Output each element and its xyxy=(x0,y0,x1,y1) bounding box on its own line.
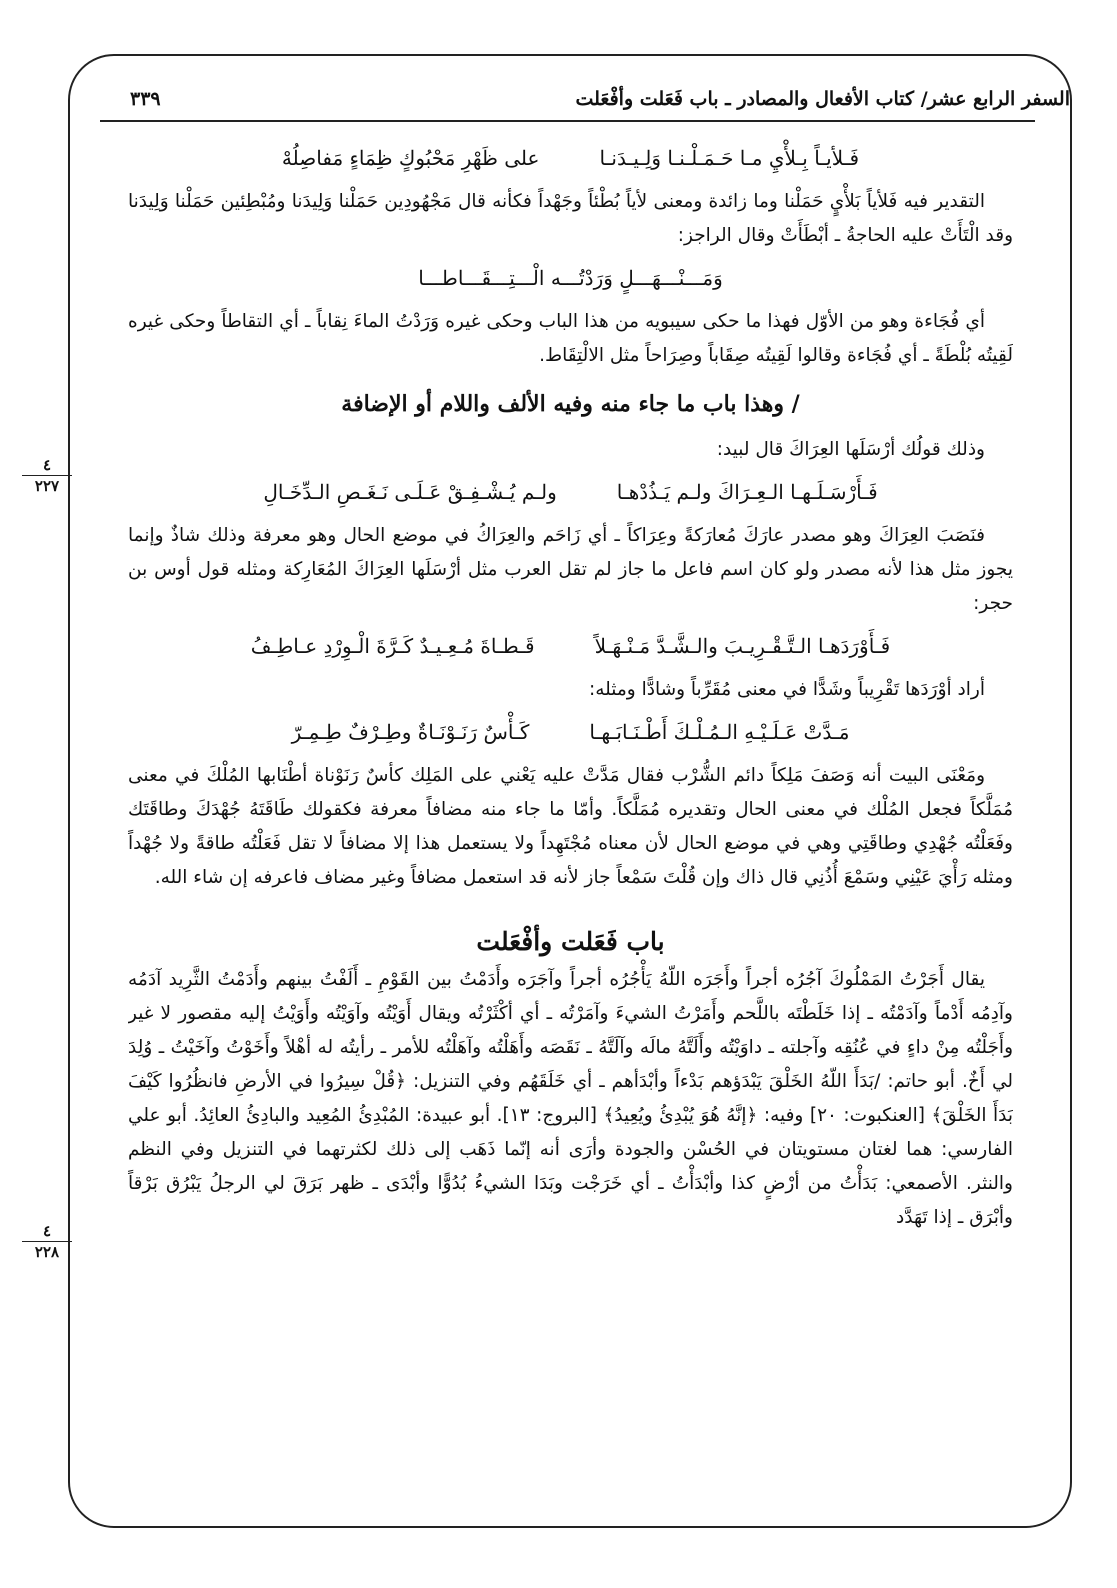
margin-reference-page: ٢٢٧ xyxy=(34,477,60,495)
paragraph-3: وذلك قولُك أرْسَلَها العِرَاكَ قال لبيد: xyxy=(716,439,985,460)
page-header xyxy=(130,84,1070,114)
paragraph-1: التقدير فيه فَلأياً بَلأْيٍ حَمَلْنا وما زائدة ومعنى لأياً بُطْئاً وجَهْداً فكأنه قال مَجْهُودِين حَمَلْنا وَلِيدَنا ومُبْطِئين حَمَلْنا وَلِيدَنا وقد الْتَأَتْ عليه الحاجةُ ـ أبْطَأَتْ وقال الراجز: xyxy=(128,191,1013,246)
verse-hemistich-left: على ظَهْرِ مَحْبُوكٍ ظِمَاءٍ مَفاصِلُهْ xyxy=(281,146,540,170)
margin-reference-volume: ٤ xyxy=(22,1222,72,1242)
verse-hemistich-right: مَـدَّتْ عَـلَـيْـهِ الـمُـلْـكَ أَطْـنَـابَـهـا xyxy=(589,720,850,744)
paragraph-2: أي فُجَاءة وهو من الأوّل فهذا ما حكى سيبويه من هذا الباب وحكى غيره وَرَدْتُ الماءَ نِقاباً ـ أي التقاطاً وحكى غيره لَقِيتُه بُلْطَةً ـ أي فُجَاءة وقالوا لَقِيتُه صِقَاباً وصِرَاحاً مثل الالْتِقَاط. xyxy=(128,311,1013,366)
paragraph-7: يقال أَجَرْتُ المَمْلُوكَ آجُرُه أجراً وأَجَرَه اللّهُ يَأْجُرُه أجراً وآجَرَه وأَدَمْتُ بين القَوْمِ ـ أَلَفْتُ بينهم وأَدَمْتُ الثَّرِيد آدَمُه وآدِمُه أَدْماً وآدَمْتُه ـ إذا خَلَطْتَه باللَّحم وأَمَرْتُ الشيءَ وآمَرْتُه ـ أي أكْثَرْتُه ويقال أَوَيْتُه وآوَيْتُه وأَوَيْتُ إليه مقصور لا غير وأَجَلْتُه مِنْ داءٍ في عُنُقِه وآجلته ـ داوَيْتُه وأَلَتَّهُ مالَه وآلَتَّهُ ـ نَقَصَه وأَهَلْتُه وآهَلْتُه للأمر ـ رأيتُه له أهْلاً وأَخَوْتُ وآخَيْتُ ـ وُلِدَ لي أَخٌ. أبو حاتم: /بَدَأَ اللّهُ الخَلْقَ يَبْدَؤهم بَدْءاً وأبْدَأهم ـ أي خَلَقَهُم وفي التنزيل: ﴿قُلْ سِيرُوا في الأرضِ فانظُرُوا كَيْفَ بَدَأَ الخَلْقَ﴾ [العنكبوت: ٢٠] وفيه: ﴿إنَّهُ هُوَ يُبْدِئُ ويُعِيدُ﴾ [البروج: ١٣]. أبو عبيدة: المُبْدِئُ المُعِيد والبادِئُ العائِدُ. أبو علي الفارسي: هما لغتان مستويتان في الحُسْن والجودة وأرَى أنه إنّما ذَهَب إلى ذلك لكثرتهما في التنزيل وفي النظم والنثر. الأصمعي: بَدَأْتُ من أرْضٍ كذا وأبْدَأْتُ ـ أي خَرَجْت وبَدَا الشيءُ بُدُوًّا وأبْدَى ـ ظهر بَرَقَ لي الرجلُ يَبْرُق بَرْقاً وأبْرَق ـ إذا تَهَدَّد xyxy=(128,969,1013,1228)
margin-reference-volume: ٤ xyxy=(22,456,72,476)
section-heading-1: / وهذا باب ما جاء منه وفيه الألف واللام أو الإضافة xyxy=(341,391,800,417)
verse-hemistich-right: فَـأَوْرَدَهـا الـتَّـقْـرِيـبَ والـشَّـدَّ مَـنْـهَـلاً xyxy=(594,634,891,658)
verse-hemistich-left: قَـطـاةَ مُـعِـيـدٌ كَـرَّةَ الْـوِرْدِ عـاطِـفُ xyxy=(250,634,535,658)
margin-reference-2 xyxy=(22,1222,72,1261)
margin-reference-page: ٢٢٨ xyxy=(34,1243,60,1261)
paragraph-4: فنَصَبَ العِرَاكَ وهو مصدر عارَكَ مُعارَكةً وعِرَاكاً ـ أي زَاحَم والعِرَاكُ في موضع الحال وهو معرفة وذلك شاذٌ وإنما يجوز مثل هذا لأنه مصدر ولو كان اسم فاعل ما جاز لم تقل العرب مثل أرْسَلَها العِرَاكَ المُعَارِكة ومثله قول أوس بن حجر: xyxy=(128,525,1013,614)
verse-5 xyxy=(128,715,1013,749)
header-rule xyxy=(100,120,1035,122)
verse-hemistich-right: فَـلأيـاً بِـلأْيِ مـا حَـمَـلْـنـا وَلِـيـدَنـا xyxy=(599,146,860,170)
verse-hemistich-left: كَـأْسٌ رَنَـوْنَـاةٌ وطِـرْفٌ طِـمِـرّ xyxy=(291,720,530,744)
verse-1 xyxy=(128,141,1013,175)
main-text xyxy=(128,135,1013,1495)
paragraph-5: أراد أوْرَدَها تَقْرِيباً وشَدًّا في معنى مُقَرِّباً وشادًّا ومثله: xyxy=(588,679,985,700)
section-heading-2: باب فَعَلت وأفْعَلت xyxy=(476,927,665,956)
page-number: ٣٣٩ xyxy=(130,88,161,110)
margin-reference-1 xyxy=(22,456,72,495)
paragraph-6: ومَعْنَى البيت أنه وَصَفَ مَلِكاً دائم الشُّرْب فقال مَدَّتْ عليه يَعْني على المَلِك كأسٌ رَنَوْناة أطْنَابها المُلْكَ في معنى مُمَلَّكاً فجعل المُلْك في معنى الحال وتقديره مُمَلَّكاً. وأمّا ما جاء منه مضافاً معرفة فكقولك طَاقَتَهُ جُهْدَكَ وطاقَتَك وفَعَلْتُه جُهْدِي وطاقَتِي وهي في موضع الحال لأن معناه مُجْتَهِداً ولا يستعمل هذا إلا مضافاً لا تقل فَعَلْتُه طاقةً ولا جُهْداً ومثله رَأْيَ عَيْنِي وسَمْعَ أُذُنِي قال ذاك وإن قُلْتَ سَمْعاً جاز لأنه قد استعمل مضافاً وغير مضاف فاعرفه إن شاء الله. xyxy=(128,765,1013,888)
verse-4 xyxy=(128,629,1013,663)
verse-line: وَمَـــنْـــهَـــلٍ وَرَدْتُـــه الْـــتِـــقَـــاطـــا xyxy=(418,266,723,290)
verse-3 xyxy=(128,475,1013,509)
verse-hemistich-right: فَـأَرْسَـلَـهـا الـعِـرَاكَ ولـم يَـذُدْهـا xyxy=(616,480,878,504)
verse-2 xyxy=(128,261,1013,295)
verse-hemistich-left: ولـم يُـشْـفِـقْ عَـلَـى نَـغَـصِ الـدِّخَـالِ xyxy=(263,480,557,504)
running-title: السفر الرابع عشر/ كتاب الأفعال والمصادر ـ باب فَعَلت وأفْعَلت xyxy=(575,88,1070,110)
